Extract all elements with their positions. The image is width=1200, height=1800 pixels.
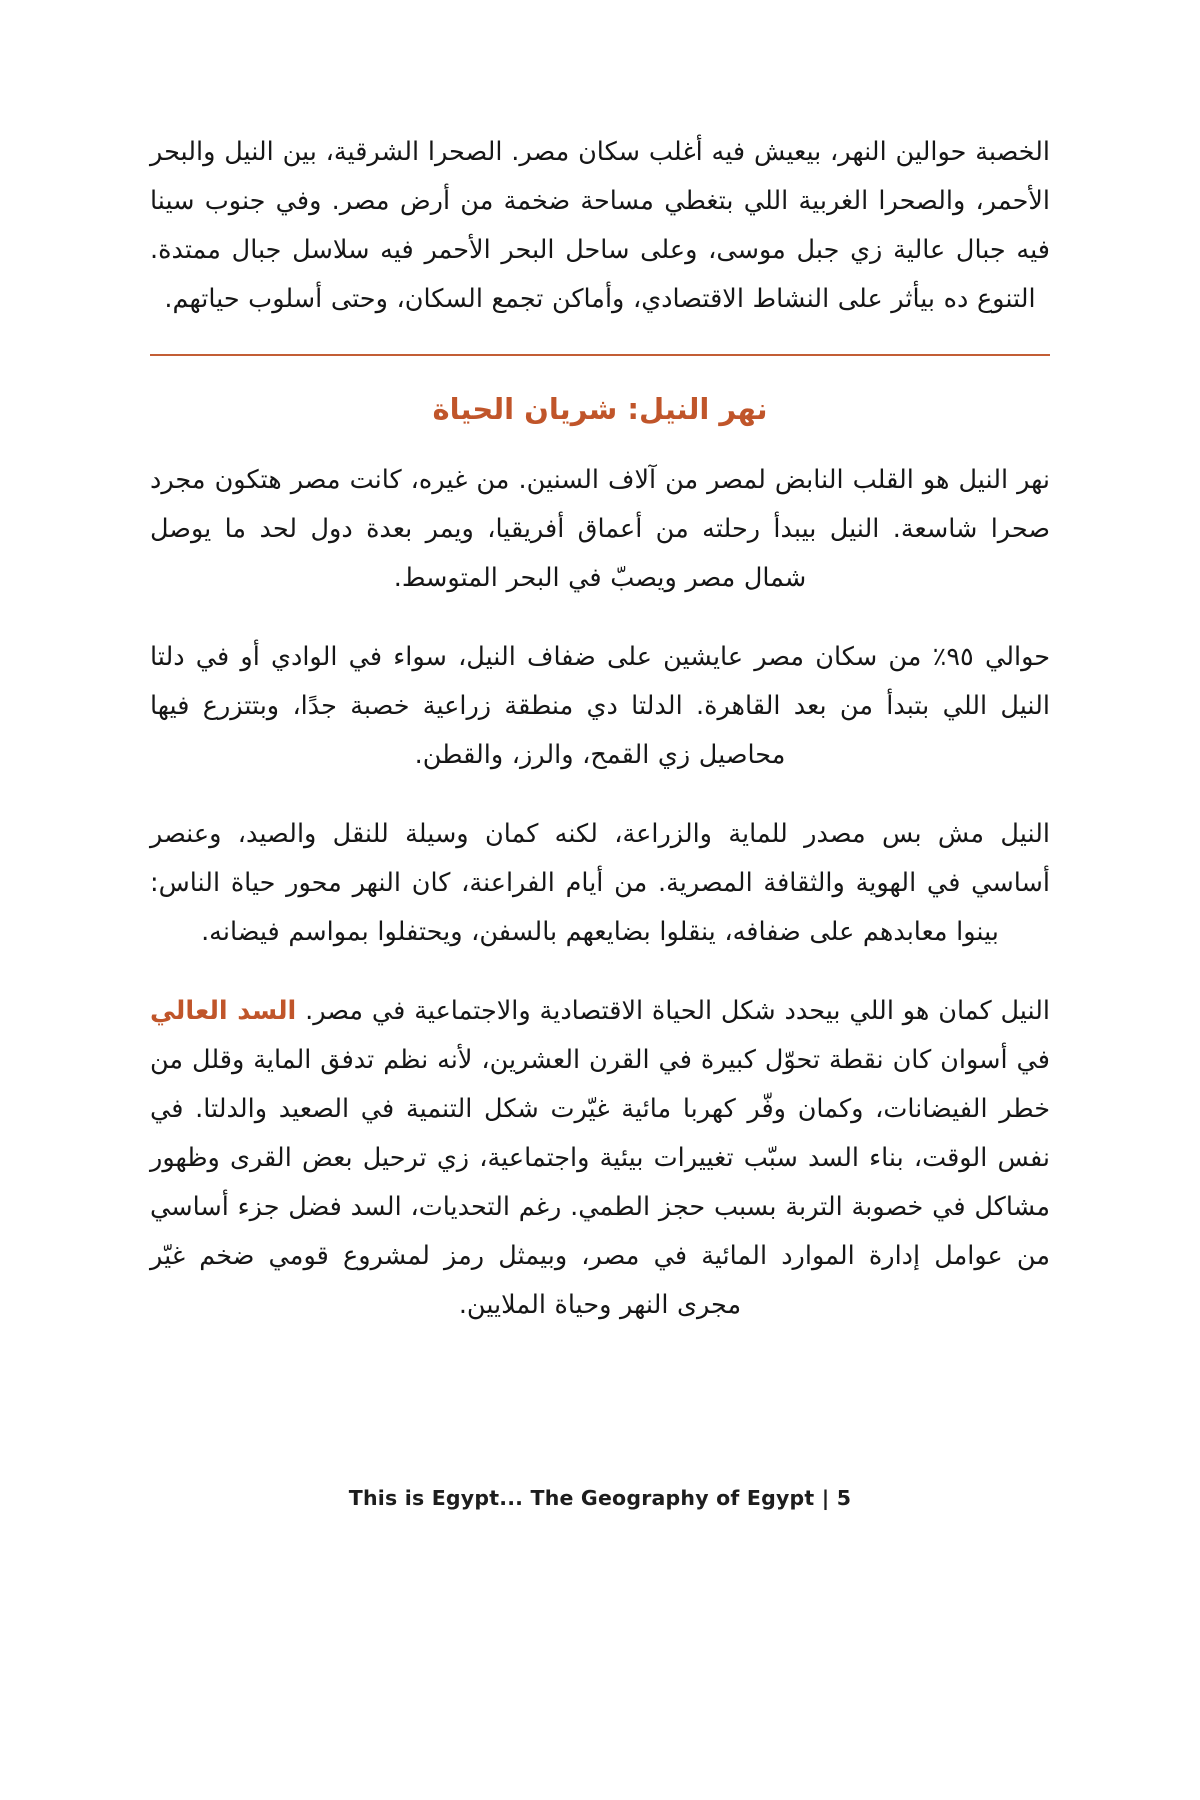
paragraph-high-dam-text-after: في أسوان كان نقطة تحوّل كبيرة في القرن العشرين، لأنه نظم تدفق الماية وقلل من خطر الفيضانات، وكمان وفّر كهربا مائية غيّرت شكل التنمية في الصعيد والدلتا. في نفس الوقت، بناء السد سبّب تغييرات بيئية واجتماعية، زي ترحيل بعض القرى وظهور مشاكل في خصوبة التربة بسبب حجز الطمي. رغم التحديات، السد فضل جزء أساسي من عوامل إدارة الموارد المائية في مصر، وبيمثل رمز لمشروع قومي ضخم غيّر مجرى النهر وحياة الملايين. [150,1044,1050,1320]
paragraph-nile-intro: نهر النيل هو القلب النابض لمصر من آلاف السنين. من غيره، كانت مصر هتكون مجرد صحرا شاسعة. النيل بيبدأ رحلته من أعماق أفريقيا، ويمر بعدة دول لحد ما يوصل شمال مصر ويصبّ في البحر المتوسط. [150,465,1050,594]
paragraph-population-delta: حوالي ٩٥٪ من سكان مصر عايشين على ضفاف النيل، سواء في الوادي أو في دلتا النيل اللي بتبدأ من بعد القاهرة. الدلتا دي منطقة زراعية خصبة جدًا، وبتتزرع فيها محاصيل زي القمح، والرز، والقطن. [150,642,1051,770]
page-content [150,128,1050,1359]
paragraph-high-dam [150,987,1050,1330]
page-footer: This is Egypt... The Geography of Egypt | 5 [348,1486,852,1510]
paragraph-nile-culture: النيل مش بس مصدر للماية والزراعة، لكنه كمان وسيلة للنقل والصيد، وعنصر أساسي في الهوية والثقافة المصرية. من أيام الفراعنة، كان النهر محور حياة الناس: بينوا معابدهم على ضفافه، ينقلوا بضايعهم بالسفن، ويحتفلوا بمواسم فيضانه. [150,818,1050,947]
paragraph-continuation: الخصبة حوالين النهر، بيعيش فيه أغلب سكان مصر. الصحرا الشرقية، بين النيل والبحر الأحمر، والصحرا الغربية اللي بتغطي مساحة ضخمة من أرض مصر. وفي جنوب سينا فيه جبال عالية زي جبل موسى، وعلى ساحل البحر الأحمر فيه سلاسل جبال ممتدة. التنوع ده بيأثر على النشاط الاقتصادي، وأماكن تجمع السكان، وحتى أسلوب حياتهم. [150,137,1050,314]
high-dam-highlight: السد العالي [150,995,297,1026]
section-heading-nile: نهر النيل: شريان الحياة [432,391,768,426]
section-divider [150,354,1050,356]
paragraph-high-dam-text-before: النيل كمان هو اللي بيحدد شكل الحياة الاقتصادية والاجتماعية في مصر. [296,995,1050,1026]
